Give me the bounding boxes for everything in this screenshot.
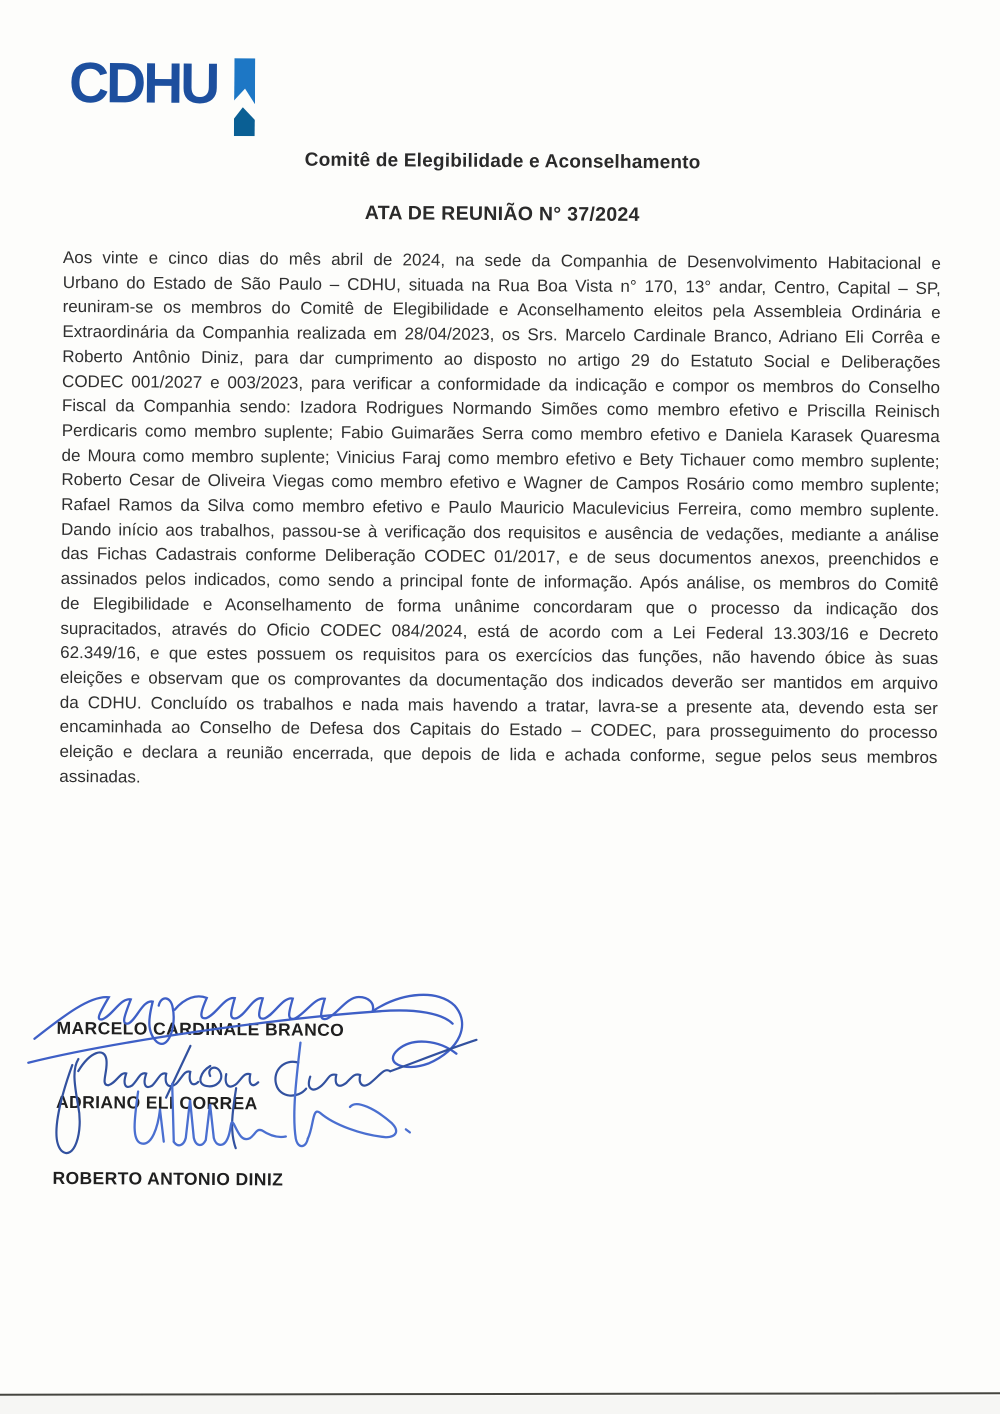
signature-name-adriano: ADRIANO ELI CORREA — [55, 1091, 258, 1114]
cdhu-exclamation-bottom-segment — [234, 107, 255, 136]
minutes-body-paragraph: Aos vinte e cinco dias do mês abril de 2024, na sede da Companhia de Desenvolvimento Habitacional e Urbano do Estado de São Paulo – CDHU, situada na Rua Boa Vista n° 170, 13° andar, Centro, Capital – SP, reuniram-se os membros do Comitê de Elegibilidade e Aconselhamento eleitos pela Assembleia Ordinária e Extraordinária da Companhia realizada em 28/04/2023, os Srs. Marcelo Cardinale Branco, Adriano Eli Corrêa e Roberto Antônio Diniz, para dar cumprimento ao disposto no artigo 29 do Estatuto Social e Deliberações CODEC 001/2027 e 003/2023, para verificar a conformidade da indicação e compor os membros do Conselho Fiscal da Companhia sendo: Izadora Rodrigues Normando Simões como membro efetivo e Priscilla Reinisch Perdicaris como membro suplente; Fabio Guimarães Serra como membro efetivo e Daniela Karasek Quaresma de Moura como membro suplente; Vinicius Faraj como membro efetivo e Bety Tichauer como membro suplente; Roberto Cesar de Oliveira Viegas como membro efetivo e Wagner de Campos Rosário como membro suplente; Rafael Ramos da Silva como membro efetivo e Paulo Mauricio Maculevicius Ferreira, como membro suplente. Dando início aos trabalhos, passou-se à verificação dos requisitos e ausência de vedações, mediante a análise das Fichas Cadastrais conforme Deliberação CODEC 01/2017, e de seus documentos anexos, preenchidos e assinados pelos indicados, como sendo a principal fonte de informação. Após análise, os membros do Comitê de Elegibilidade e Aconselhamento de forma unânime concordaram que o processo da indicação dos supracitados, através do Oficio CODEC 084/2024, está de acordo com a Lei Federal 13.303/16 e Decreto 62.349/16, e que estes possuem os requisitos para os exercícios das funções, não havendo óbice às suas eleições e observam que os comprovantes da documentação dos indicados deverão ser mantidos em arquivo da CDHU. Concluído os trabalhos e nada mais havendo a tratar, lavra-se a presente ata, devendo esta ser encaminhada ao Conselho de Defesa dos Capitais do Estado – CODEC, para prosseguimento do processo eleição e declara a reunião encerrada, que depois de lida e achada conforme, segue pelos seus membros assinadas. — [59, 247, 941, 787]
signature-name-marcelo: MARCELO CARDINALE BRANCO — [56, 1017, 345, 1040]
signature-name-roberto: ROBERTO ANTONIO DINIZ — [52, 1167, 284, 1190]
scan-bottom-margin — [0, 1396, 1000, 1414]
cdhu-logo-text: CDHU — [68, 50, 218, 117]
cdhu-exclamation-top-segment — [234, 58, 255, 104]
minutes-number-title: ATA DE REUNIÃO N° 37/2024 — [364, 202, 640, 226]
cdhu-logo — [68, 50, 270, 144]
committee-title: Comitê de Elegibilidade e Aconselhamento — [304, 149, 701, 174]
cdhu-exclamation-icon — [234, 58, 256, 136]
